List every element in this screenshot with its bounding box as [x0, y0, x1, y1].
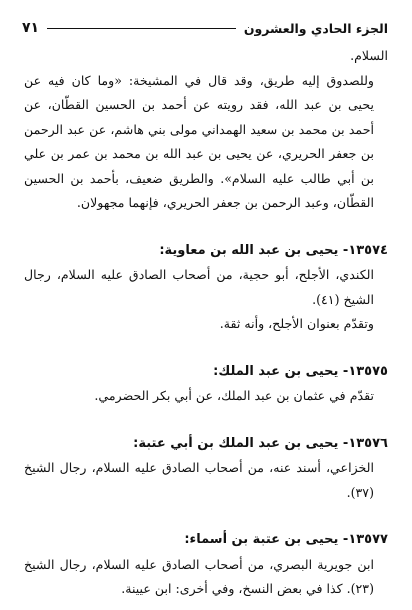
- entry-13576: [24, 432, 388, 506]
- section-gap: [24, 505, 388, 528]
- entry-13574: [24, 239, 388, 337]
- entry-heading: ١٣٥٧٧- يحيى بن عتبة بن أسماء:: [184, 532, 388, 547]
- page-header: [22, 17, 388, 39]
- running-title: الجزء الحادي والعشرون: [243, 20, 388, 36]
- entry-paragraph: الخزاعي، أسند عنه، من أصحاب الصادق عليه السلام، رجال الشيخ (٣٧).: [24, 460, 374, 500]
- intro-paragraph: وللصدوق إليه طريق، وقد قال في المشيخة: «وما كان فيه عن يحيى بن عبد الله، فقد رويته عن أحمد بن الحسين القطّان، عن أحمد بن محمد بن سعيد الهمداني مولى بني هاشم، عن عبد الرحمن بن جعفر الحريري، عن يحيى بن عبد الله بن محمد بن عمر بن علي بن أبي طالب عليه السلام». والطريق ضعيف، بأحمد بن الحسين القطّان، وعبد الرحمن بن جعفر الحريري، فإنهما مجهولان.: [24, 72, 374, 210]
- page-number: ٧١: [22, 20, 40, 36]
- intro-line: السلام.: [350, 48, 388, 63]
- section-gap: [24, 216, 388, 239]
- section-gap: [24, 337, 388, 360]
- section-gap: [24, 409, 388, 432]
- entry-paragraph: تقدّم في عثمان بن عبد الملك، عن أبي بكر الحضرمي.: [94, 388, 374, 403]
- entry-paragraph: الكندي، الأجلح، أبو حجية، من أصحاب الصادق عليه السلام، رجال الشيخ (٤١).: [24, 267, 374, 307]
- entry-paragraph: وتقدّم بعنوان الأجلح، وأنه ثقة.: [219, 316, 374, 331]
- entry-heading: ١٣٥٧٤- يحيى بن عبد الله بن معاوية:: [159, 242, 388, 258]
- header-rule: [47, 28, 236, 29]
- page-content: [24, 44, 388, 602]
- entry-13575: [24, 360, 388, 409]
- entry-heading: ١٣٥٧٦- يحيى بن عبد الملك بن أبي عتبة:: [133, 435, 388, 451]
- entry-heading: ١٣٥٧٥- يحيى بن عبد الملك:: [213, 363, 388, 379]
- entry-paragraph: ابن جويرية البصري، من أصحاب الصادق عليه السلام، رجال الشيخ (٢٣). كذا في بعض النسخ، وفي أخرى: ابن عيينة.: [24, 556, 374, 596]
- entry-13577: [24, 528, 388, 602]
